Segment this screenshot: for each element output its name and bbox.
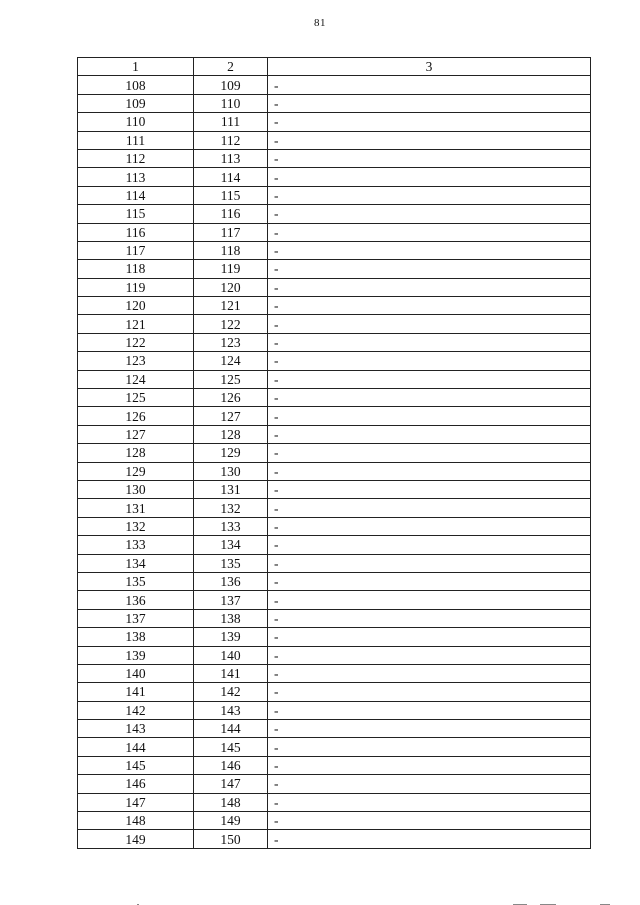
table-row bbox=[78, 297, 591, 315]
table-cell-col1: 131 bbox=[78, 499, 194, 517]
table-row bbox=[78, 352, 591, 370]
table-cell-col2: 113 bbox=[194, 149, 268, 167]
table-row bbox=[78, 278, 591, 296]
table-cell-col1: 136 bbox=[78, 591, 194, 609]
table-cell-col3: - bbox=[268, 646, 591, 664]
table-cell-col2: 135 bbox=[194, 554, 268, 572]
table-cell-col3: - bbox=[268, 205, 591, 223]
table-cell-col2: 116 bbox=[194, 205, 268, 223]
table-cell-col1: 109 bbox=[78, 94, 194, 112]
table-row bbox=[78, 609, 591, 627]
table-cell-col3: - bbox=[268, 241, 591, 259]
table-row bbox=[78, 241, 591, 259]
table-cell-col3: - bbox=[268, 278, 591, 296]
table-cell-col1: 122 bbox=[78, 333, 194, 351]
table-cell-col3: - bbox=[268, 425, 591, 443]
table-body bbox=[78, 76, 591, 848]
table-row bbox=[78, 315, 591, 333]
table-cell-col2: 142 bbox=[194, 683, 268, 701]
table-cell-col1: 123 bbox=[78, 352, 194, 370]
table-cell-col3: - bbox=[268, 149, 591, 167]
column-header-3: 3 bbox=[268, 58, 591, 76]
table-cell-col1: 140 bbox=[78, 664, 194, 682]
table-cell-col2: 131 bbox=[194, 480, 268, 498]
table-row bbox=[78, 113, 591, 131]
table-cell-col2: 146 bbox=[194, 756, 268, 774]
table-cell-col3: - bbox=[268, 186, 591, 204]
table-row bbox=[78, 720, 591, 738]
table-row bbox=[78, 76, 591, 94]
table-cell-col2: 137 bbox=[194, 591, 268, 609]
table-row bbox=[78, 260, 591, 278]
table-cell-col2: 125 bbox=[194, 370, 268, 388]
table-cell-col2: 148 bbox=[194, 793, 268, 811]
table-row bbox=[78, 168, 591, 186]
table-row bbox=[78, 517, 591, 535]
table-cell-col2: 139 bbox=[194, 628, 268, 646]
table-row bbox=[78, 701, 591, 719]
table-cell-col2: 138 bbox=[194, 609, 268, 627]
table-cell-col2: 123 bbox=[194, 333, 268, 351]
table-cell-col3: - bbox=[268, 462, 591, 480]
table-cell-col2: 132 bbox=[194, 499, 268, 517]
table-cell-col2: 126 bbox=[194, 389, 268, 407]
table-cell-col3: - bbox=[268, 407, 591, 425]
table-cell-col3: - bbox=[268, 775, 591, 793]
table-cell-col3: - bbox=[268, 113, 591, 131]
table-cell-col1: 138 bbox=[78, 628, 194, 646]
table-cell-col1: 148 bbox=[78, 812, 194, 830]
table-cell-col3: - bbox=[268, 480, 591, 498]
table-row bbox=[78, 444, 591, 462]
table-cell-col1: 121 bbox=[78, 315, 194, 333]
table-cell-col2: 115 bbox=[194, 186, 268, 204]
table-cell-col2: 136 bbox=[194, 572, 268, 590]
column-header-1: 1 bbox=[78, 58, 194, 76]
table-row bbox=[78, 205, 591, 223]
table-cell-col3: - bbox=[268, 683, 591, 701]
table-row bbox=[78, 425, 591, 443]
table-cell-col2: 129 bbox=[194, 444, 268, 462]
table-cell-col2: 144 bbox=[194, 720, 268, 738]
table-cell-col3: - bbox=[268, 76, 591, 94]
table-cell-col3: - bbox=[268, 333, 591, 351]
table-cell-col1: 116 bbox=[78, 223, 194, 241]
table-cell-col3: - bbox=[268, 628, 591, 646]
table-cell-col3: - bbox=[268, 260, 591, 278]
table-row bbox=[78, 775, 591, 793]
table-cell-col3: - bbox=[268, 297, 591, 315]
table-row bbox=[78, 536, 591, 554]
table-cell-col2: 124 bbox=[194, 352, 268, 370]
table-cell-col2: 121 bbox=[194, 297, 268, 315]
table-cell-col3: - bbox=[268, 830, 591, 848]
table-row bbox=[78, 131, 591, 149]
table-row bbox=[78, 554, 591, 572]
table-cell-col1: 120 bbox=[78, 297, 194, 315]
table-row bbox=[78, 591, 591, 609]
table-row bbox=[78, 480, 591, 498]
table-row bbox=[78, 370, 591, 388]
table-cell-col3: - bbox=[268, 554, 591, 572]
table-cell-col1: 132 bbox=[78, 517, 194, 535]
table-cell-col1: 124 bbox=[78, 370, 194, 388]
table-cell-col3: - bbox=[268, 131, 591, 149]
table-cell-col3: - bbox=[268, 609, 591, 627]
table-cell-col1: 112 bbox=[78, 149, 194, 167]
table-cell-col1: 128 bbox=[78, 444, 194, 462]
table-row bbox=[78, 186, 591, 204]
table-cell-col1: 119 bbox=[78, 278, 194, 296]
table-cell-col2: 133 bbox=[194, 517, 268, 535]
table-cell-col1: 147 bbox=[78, 793, 194, 811]
table-row bbox=[78, 683, 591, 701]
table-row bbox=[78, 407, 591, 425]
table-cell-col2: 147 bbox=[194, 775, 268, 793]
table-row bbox=[78, 94, 591, 112]
page-number: 81 bbox=[314, 17, 326, 29]
table-cell-col2: 127 bbox=[194, 407, 268, 425]
table-cell-col1: 117 bbox=[78, 241, 194, 259]
table-row bbox=[78, 462, 591, 480]
table-row bbox=[78, 389, 591, 407]
table-cell-col2: 130 bbox=[194, 462, 268, 480]
table-cell-col2: 110 bbox=[194, 94, 268, 112]
table-cell-col1: 126 bbox=[78, 407, 194, 425]
table-cell-col2: 128 bbox=[194, 425, 268, 443]
table-cell-col1: 146 bbox=[78, 775, 194, 793]
table-row bbox=[78, 830, 591, 848]
table-cell-col1: 141 bbox=[78, 683, 194, 701]
table-row bbox=[78, 646, 591, 664]
table-cell-col3: - bbox=[268, 94, 591, 112]
table-cell-col1: 127 bbox=[78, 425, 194, 443]
table-cell-col1: 144 bbox=[78, 738, 194, 756]
table-cell-col1: 110 bbox=[78, 113, 194, 131]
table-cell-col3: - bbox=[268, 591, 591, 609]
table-cell-col3: - bbox=[268, 664, 591, 682]
table-cell-col1: 125 bbox=[78, 389, 194, 407]
table-cell-col3: - bbox=[268, 389, 591, 407]
table-cell-col1: 135 bbox=[78, 572, 194, 590]
table-row bbox=[78, 628, 591, 646]
table-cell-col3: - bbox=[268, 572, 591, 590]
table-row bbox=[78, 812, 591, 830]
table-row bbox=[78, 738, 591, 756]
table-cell-col3: - bbox=[268, 701, 591, 719]
table-cell-col3: - bbox=[268, 738, 591, 756]
table-cell-col2: 111 bbox=[194, 113, 268, 131]
table-cell-col2: 141 bbox=[194, 664, 268, 682]
table-cell-col2: 112 bbox=[194, 131, 268, 149]
table-row bbox=[78, 756, 591, 774]
table-cell-col1: 113 bbox=[78, 168, 194, 186]
table-cell-col2: 118 bbox=[194, 241, 268, 259]
table-cell-col1: 118 bbox=[78, 260, 194, 278]
table-cell-col2: 150 bbox=[194, 830, 268, 848]
table-cell-col2: 134 bbox=[194, 536, 268, 554]
table-cell-col3: - bbox=[268, 756, 591, 774]
table-cell-col1: 111 bbox=[78, 131, 194, 149]
table-cell-col3: - bbox=[268, 315, 591, 333]
table-cell-col1: 108 bbox=[78, 76, 194, 94]
table-cell-col1: 115 bbox=[78, 205, 194, 223]
table-cell-col2: 122 bbox=[194, 315, 268, 333]
table-cell-col1: 139 bbox=[78, 646, 194, 664]
table-row bbox=[78, 333, 591, 351]
table-cell-col1: 134 bbox=[78, 554, 194, 572]
table-cell-col3: - bbox=[268, 812, 591, 830]
table-cell-col3: - bbox=[268, 370, 591, 388]
table-cell-col2: 145 bbox=[194, 738, 268, 756]
table-cell-col1: 137 bbox=[78, 609, 194, 627]
table-row bbox=[78, 223, 591, 241]
table-cell-col3: - bbox=[268, 352, 591, 370]
table-cell-col2: 149 bbox=[194, 812, 268, 830]
table-cell-col3: - bbox=[268, 499, 591, 517]
table-row bbox=[78, 664, 591, 682]
data-table bbox=[77, 57, 591, 849]
column-header-2: 2 bbox=[194, 58, 268, 76]
table-row bbox=[78, 793, 591, 811]
table-cell-col3: - bbox=[268, 444, 591, 462]
table-cell-col1: 142 bbox=[78, 701, 194, 719]
table-cell-col2: 120 bbox=[194, 278, 268, 296]
table-cell-col2: 109 bbox=[194, 76, 268, 94]
header-row bbox=[78, 58, 591, 76]
table-cell-col3: - bbox=[268, 223, 591, 241]
table-cell-col1: 145 bbox=[78, 756, 194, 774]
table-row bbox=[78, 149, 591, 167]
table-cell-col2: 119 bbox=[194, 260, 268, 278]
table-cell-col2: 143 bbox=[194, 701, 268, 719]
table-header bbox=[78, 58, 591, 76]
table-cell-col3: - bbox=[268, 168, 591, 186]
table-cell-col2: 140 bbox=[194, 646, 268, 664]
table-cell-col2: 117 bbox=[194, 223, 268, 241]
table-cell-col1: 129 bbox=[78, 462, 194, 480]
table-cell-col1: 143 bbox=[78, 720, 194, 738]
table-cell-col3: - bbox=[268, 720, 591, 738]
table-row bbox=[78, 572, 591, 590]
table-cell-col3: - bbox=[268, 793, 591, 811]
table-cell-col1: 133 bbox=[78, 536, 194, 554]
table-cell-col1: 130 bbox=[78, 480, 194, 498]
table-cell-col3: - bbox=[268, 517, 591, 535]
table-cell-col3: - bbox=[268, 536, 591, 554]
table-cell-col1: 149 bbox=[78, 830, 194, 848]
table-row bbox=[78, 499, 591, 517]
table-cell-col2: 114 bbox=[194, 168, 268, 186]
table-cell-col1: 114 bbox=[78, 186, 194, 204]
